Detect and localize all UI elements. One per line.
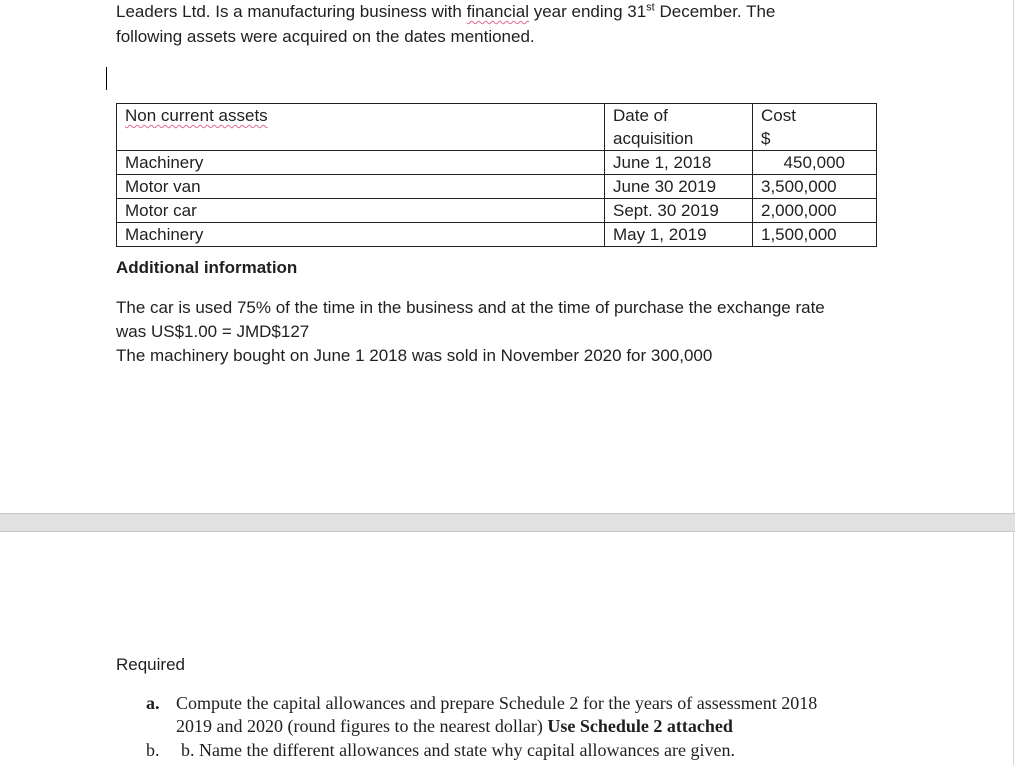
car-line-1: The car is used 75% of the time in the business and at the time of purchase the exchange rate [116,298,825,317]
intro-line-2: following assets were acquired on the dates mentioned. [116,27,535,46]
table-row [117,175,877,199]
header-cost: Cost $ [753,104,877,151]
table-row [117,223,877,247]
car-line-2: was US$1.00 = JMD$127 [116,322,310,341]
cell-asset: Motor van [117,175,605,199]
machinery-line: The machinery bought on June 1 2018 was sold in November 2020 for 300,000 [116,346,713,365]
item-b-text: b. Name the different allowances and state why capital allowances are given. [181,740,735,760]
list-marker-b: b. [146,740,160,760]
cell-date: May 1, 2019 [605,223,753,247]
cell-date: June 1, 2018 [605,151,753,175]
table-row [117,199,877,223]
cell-cost: 3,500,000 [753,175,877,199]
item-a-line-2: 2019 and 2020 (round figures to the nearest dollar) Use Schedule 2 attached [176,716,733,736]
header-date: Date of acquisition [605,104,753,151]
assets-table [116,103,877,247]
cell-cost: 2,000,000 [753,199,877,223]
cell-date: Sept. 30 2019 [605,199,753,223]
spellcheck-word[interactable]: financial [466,2,529,21]
cell-cost: 1,500,000 [753,223,877,247]
intro-text: Leaders Ltd. Is a manufacturing business with [116,2,467,21]
list-marker-a: a. [146,693,160,713]
table-row [117,151,877,175]
required-heading: Required [116,655,185,674]
document-page-2 [0,532,1014,765]
cell-cost: 450,000 [753,151,877,175]
header-asset: Non current assets [117,104,605,151]
superscript: st [646,1,655,14]
cell-asset: Machinery [117,151,605,175]
intro-text: December. The [654,2,776,21]
intro-line-1 [116,0,775,24]
text-cursor [106,67,107,90]
additional-heading: Additional information [116,258,298,277]
cell-asset: Machinery [117,223,605,247]
table-header-row [117,104,877,151]
page-gap [0,513,1015,532]
intro-text: year ending 31 [528,2,647,21]
cell-date: June 30 2019 [605,175,753,199]
item-a-line-1: Compute the capital allowances and prepare Schedule 2 for the years of assessment 2018 [176,693,818,713]
cell-asset: Motor car [117,199,605,223]
